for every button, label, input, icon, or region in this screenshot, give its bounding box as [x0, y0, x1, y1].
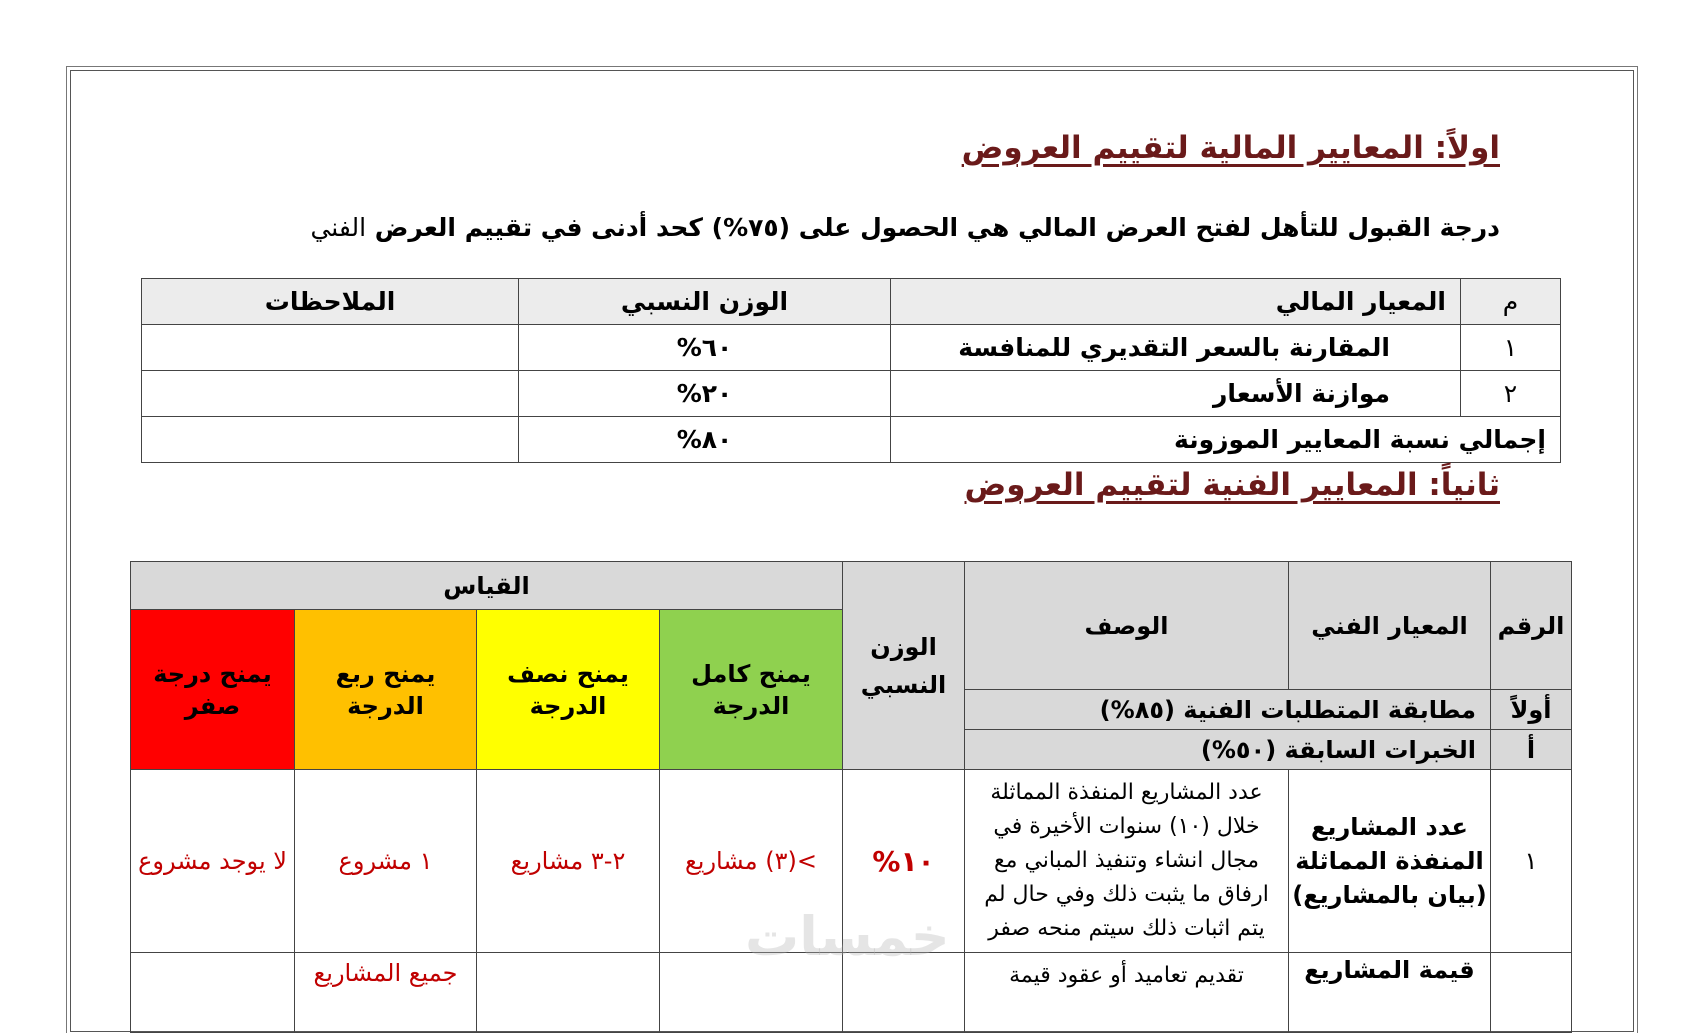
row-zero: لا يوجد مشروع: [131, 770, 295, 953]
row-criterion: موازنة الأسعار: [891, 371, 1461, 417]
row-half: [477, 953, 660, 1033]
acceptance-note-tail: الفني: [310, 213, 367, 242]
header-criterion: المعيار الفني: [1289, 562, 1491, 690]
row-description: تقديم تعاميد أو عقود قيمة: [965, 953, 1289, 1033]
header-measurement: القياس: [131, 562, 843, 610]
header-weight: الوزن النسبي: [519, 279, 891, 325]
grade-half: يمنح نصف الدرجة: [477, 610, 660, 770]
section-technical-title: ثانياً: المعايير الفنية لتقييم العروض: [964, 467, 1500, 503]
total-weight: ٨٠%: [519, 417, 891, 463]
row-num: [1491, 953, 1572, 1033]
row-half: ٢-٣ مشاريع: [477, 770, 660, 953]
row-weight: ٦٠%: [519, 325, 891, 371]
total-label: إجمالي نسبة المعايير الموزونة: [891, 417, 1561, 463]
total-notes: [142, 417, 519, 463]
row-quarter: ١ مشروع: [295, 770, 477, 953]
group-a-label: الخبرات السابقة (٥٠%): [965, 730, 1491, 770]
row-description: عدد المشاريع المنفذة المماثلة خلال (١٠) سنوات الأخيرة في مجال انشاء وتنفيذ المباني مع ارفاق ما يثبت ذلك وفي حال لم يتم اثبات ذلك سيتم منحه صفر: [965, 770, 1289, 953]
row-full: >(٣) مشاريع: [660, 770, 843, 953]
table-row: [142, 325, 1561, 371]
group-first-num: أولاً: [1491, 690, 1572, 730]
row-weight: ١٠%: [843, 770, 965, 953]
row-num: ١: [1461, 325, 1561, 371]
header-weight: الوزن النسبي: [843, 562, 965, 770]
row-quarter: جميع المشاريع: [295, 953, 477, 1033]
group-a-num: أ: [1491, 730, 1572, 770]
tech-header-row-1: [131, 562, 1572, 610]
row-zero: [131, 953, 295, 1033]
section-financial-title: اولاً: المعايير المالية لتقييم العروض: [961, 130, 1500, 166]
row-num: ١: [1491, 770, 1572, 953]
row-weight: ٢٠%: [519, 371, 891, 417]
row-num: ٢: [1461, 371, 1561, 417]
grade-zero: يمنح درجة صفر: [131, 610, 295, 770]
watermark: خمسات: [745, 905, 950, 968]
header-notes: الملاحظات: [142, 279, 519, 325]
row-criterion: عدد المشاريع المنفذة المماثلة (بيان بالمشاريع): [1289, 770, 1491, 953]
row-notes: [142, 371, 519, 417]
header-num: م: [1461, 279, 1561, 325]
acceptance-note: [310, 213, 1500, 242]
grade-quarter: يمنح ربع الدرجة: [295, 610, 477, 770]
header-criterion: المعيار المالي: [891, 279, 1461, 325]
row-notes: [142, 325, 519, 371]
table-row: [142, 371, 1561, 417]
header-description: الوصف: [965, 562, 1289, 690]
financial-header-row: [142, 279, 1561, 325]
row-criterion: المقارنة بالسعر التقديري للمنافسة: [891, 325, 1461, 371]
row-criterion: قيمة المشاريع: [1289, 953, 1491, 1033]
grade-full: يمنح كامل الدرجة: [660, 610, 843, 770]
header-num: الرقم: [1491, 562, 1572, 690]
group-first-label: مطابقة المتطلبات الفنية (٨٥%): [965, 690, 1491, 730]
financial-criteria-table: [141, 278, 1561, 463]
acceptance-note-main: درجة القبول للتأهل لفتح العرض المالي هي الحصول على (٧٥%) كحد أدنى في تقييم العرض: [374, 213, 1500, 242]
total-row: [142, 417, 1561, 463]
